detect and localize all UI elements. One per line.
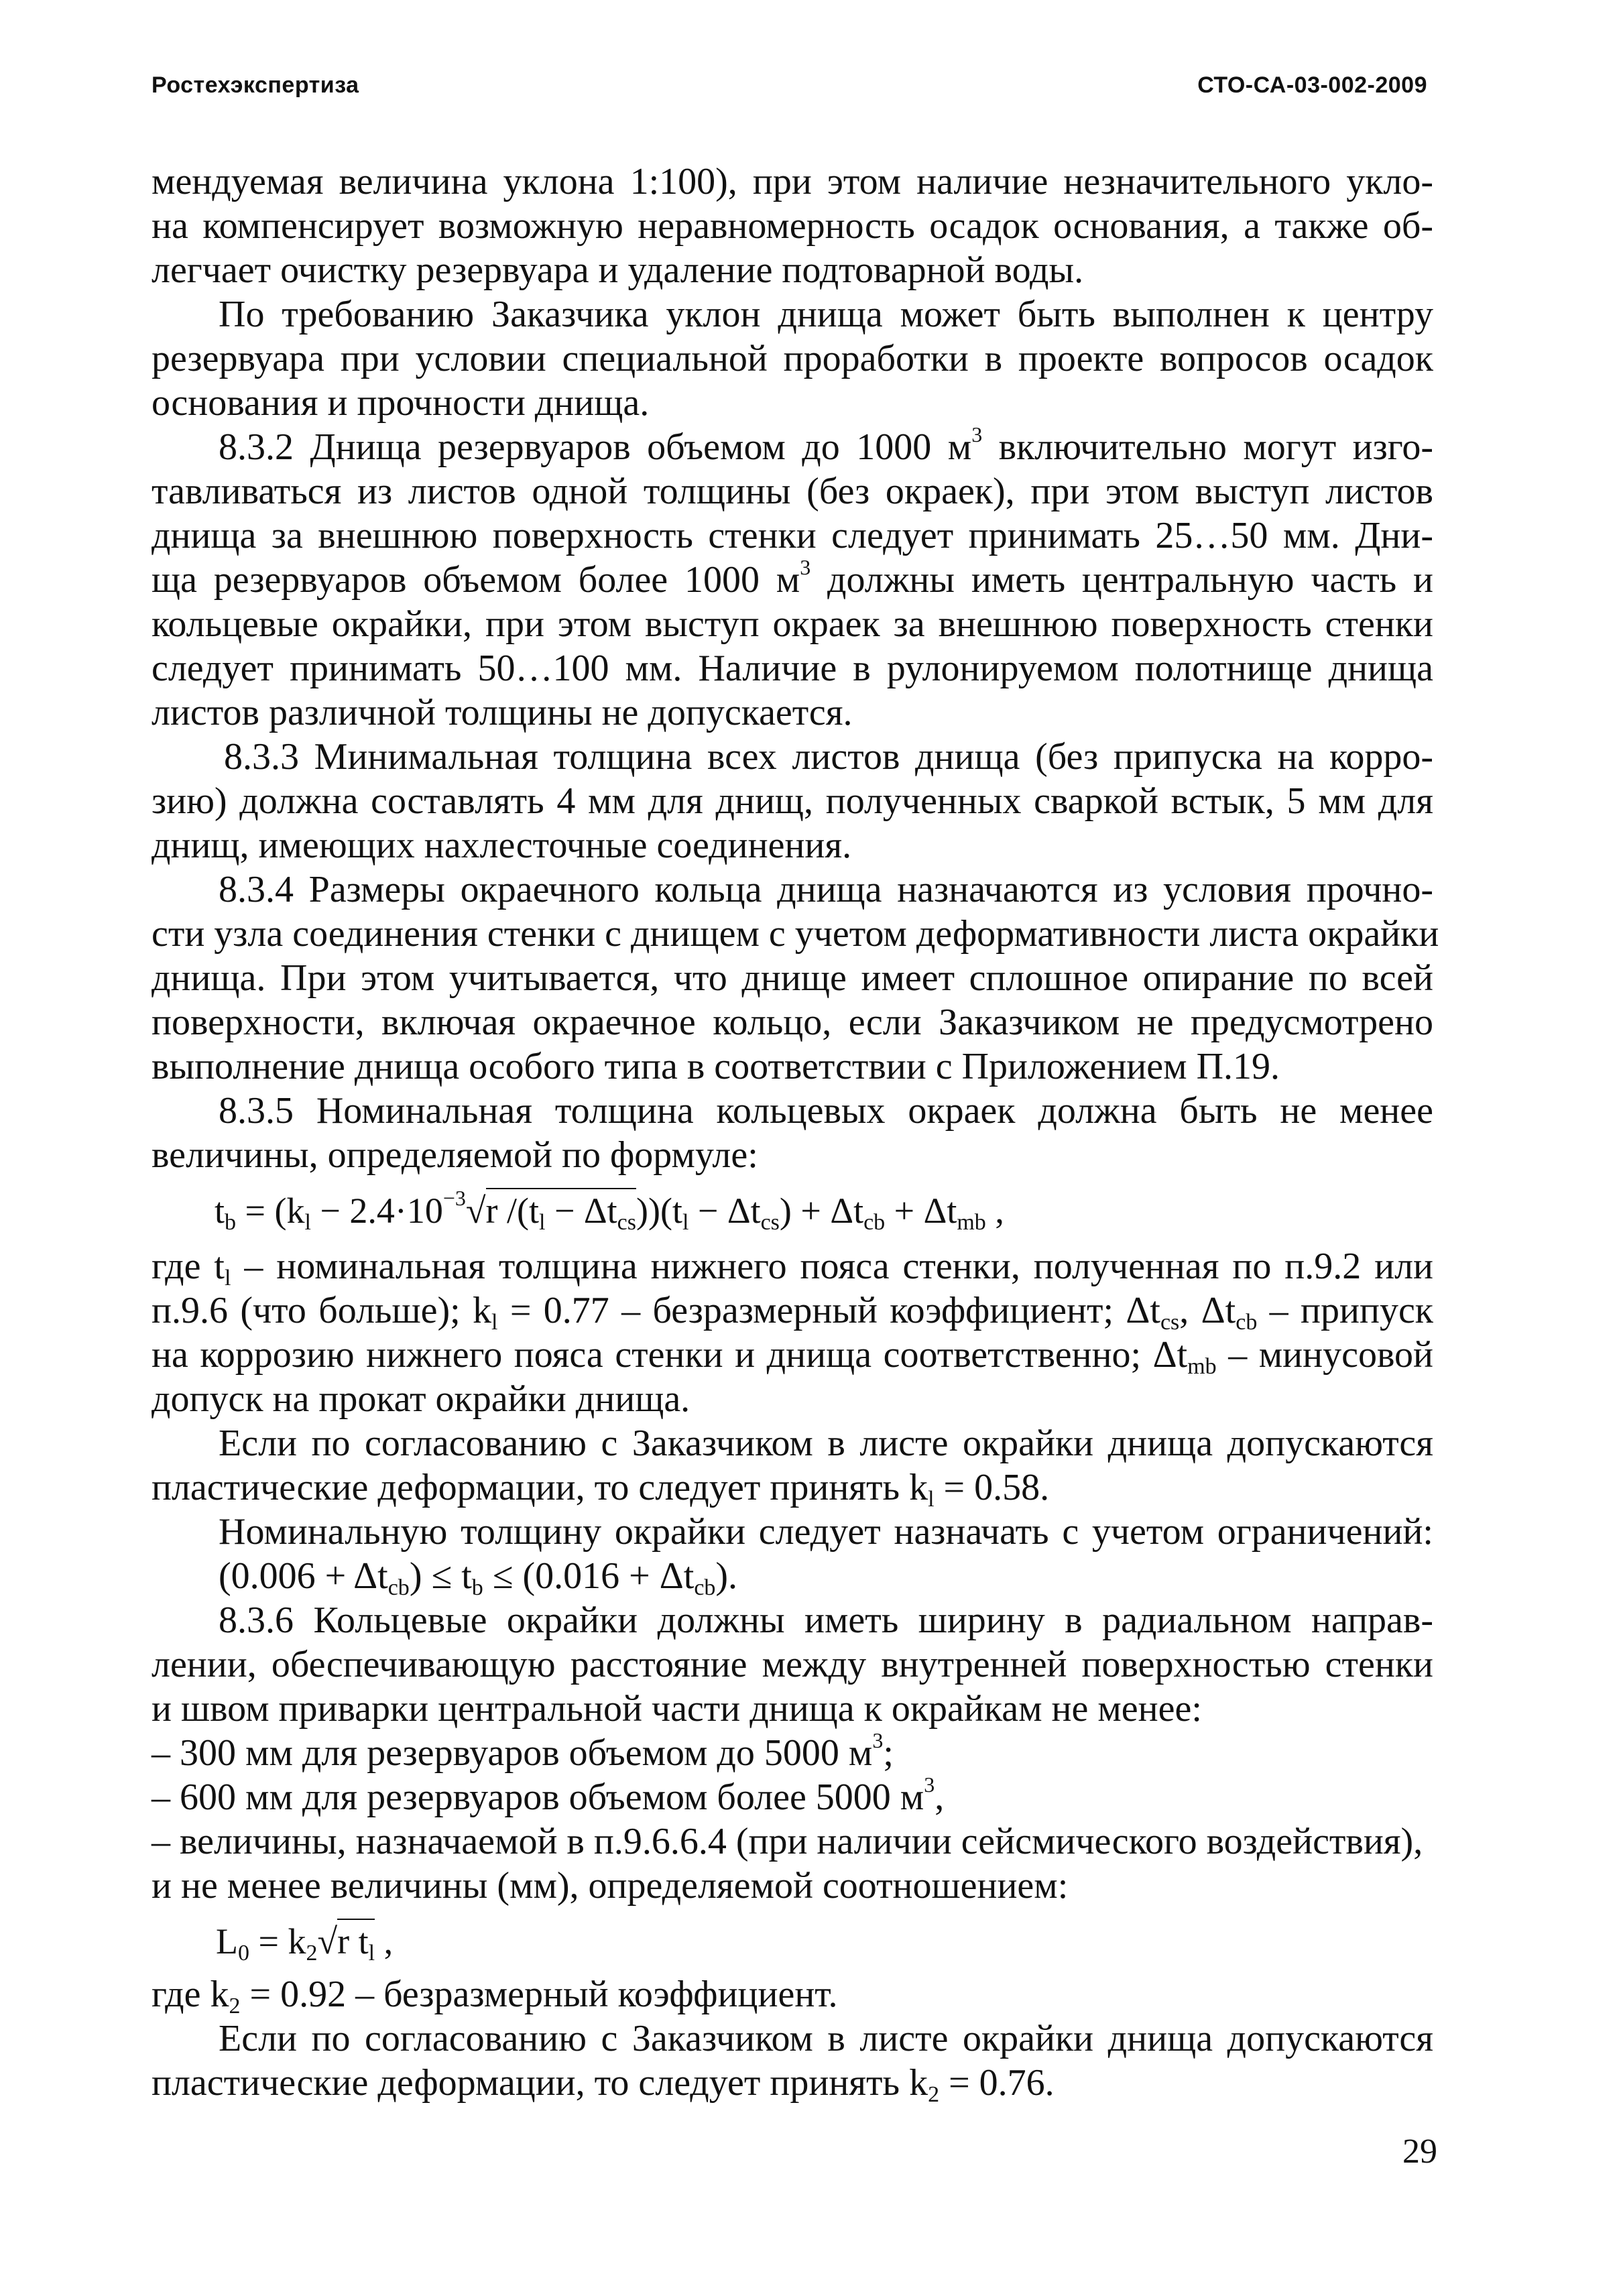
text-line: – 600 мм для резервуаров объемом более 5000 $м^3$, <box>152 1772 945 1818</box>
text-line: лении, обеспечивающую расстояние между внутренней поверхностью стенки <box>152 1644 1433 1685</box>
text-line: поверхности, включая окраечное кольцо, если Заказчиком не предусмотрено <box>152 1002 1433 1043</box>
text-line: 8.3.4 Размеры окраечного кольца днища назначаются из условия прочно- <box>219 869 1433 910</box>
text-line: где $t_l$ – номинальная толщина нижнего пояса стенки, полученная по п.9.2 или <box>152 1246 1433 1290</box>
text-line: листов различной толщины не допускается. <box>152 692 853 733</box>
text-line: резервуара при условии специальной проработки в проекте вопросов осадок <box>152 338 1433 379</box>
header-org: Ростехэкспертиза <box>152 72 359 98</box>
sqrt-sign: √ <box>465 1191 486 1231</box>
text-line: и не менее величины (мм), определяемой соотношением: <box>152 1865 1069 1907</box>
text-line: 8.3.3 Минимальная толщина всех листов днища (без припуска на корро- <box>224 736 1433 778</box>
text-line: на коррозию нижнего пояса стенки и днища соответственно; $\Delta t_{mb}$ – минусовой <box>152 1334 1433 1379</box>
page-body <box>152 160 1439 2107</box>
radicand: r $t_l$ <box>337 1919 375 1961</box>
text-line: величины, определяемой по формуле: <box>152 1134 758 1176</box>
header-doc-code: СТО-СА-03-002-2009 <box>1197 72 1427 98</box>
text-line: 8.3.6 Кольцевые окрайки должны иметь ширину в радиальном направ- <box>219 1599 1433 1641</box>
sqrt-sign: √ <box>317 1921 338 1961</box>
text-line: $(0.006 + \Delta t_{cb}) \le t_b \le (0.016 + \Delta t_{cb})$. <box>219 1555 738 1600</box>
text-line: тавливаться из листов одной толщины (без окраек), при этом выступ листов <box>152 471 1433 512</box>
text-line: пластические деформации, то следует принять $k_2 = 0.76$. <box>152 2062 1055 2107</box>
text-line: – 300 мм для резервуаров объемом до 5000 $м^3$; <box>152 1728 894 1774</box>
text-line: Номинальную толщину окрайки следует назначать с учетом ограничений: <box>219 1511 1433 1553</box>
text-line: 8.3.2 Днища резервуаров объемом до 1000 $м^3$ включительно могут изго- <box>219 422 1433 468</box>
formula-l0: $L_0 = k_2√r$ $t_l$ , <box>152 1908 1433 1972</box>
text-line: мендуемая величина уклона 1:100), при этом наличие незначительного укло- <box>152 161 1433 202</box>
text-line: – величины, назначаемой в п.9.6.6.4 (при наличии сейсмического воздействия), <box>152 1821 1423 1862</box>
text-line: Если по согласованию с Заказчиком в листе окрайки днища допускаются <box>219 1423 1433 1464</box>
text-line: ща резервуаров объемом более 1000 $м^3$ должны иметь центральную часть и <box>152 555 1433 601</box>
page-number: 29 <box>1402 2132 1437 2171</box>
text-line: пластические деформации, то следует принять $k_l = 0.58$. <box>152 1467 1050 1512</box>
text-line: днищ, имеющих нахлесточные соединения. <box>152 825 852 866</box>
text-line: днища за внешнюю поверхность стенки следует принимать 25…50 мм. Дни- <box>152 515 1433 556</box>
text-line: выполнение днища особого типа в соответствии с Приложением П.19. <box>152 1046 1280 1087</box>
text-line: п.9.6 (что больше); $k_l = 0.77$ – безразмерный коэффициент; $\Delta t_{cs}$, $\Delta t_{cb}$ – припуск <box>152 1290 1434 1335</box>
text-line: кольцевые окрайки, при этом выступ окраек за внешнюю поверхность стенки <box>152 603 1433 645</box>
text-line: По требованию Заказчика уклон днища может быть выполнен к центру <box>219 294 1433 335</box>
text-line: и швом приварки центральной части днища к окрайкам не менее: <box>152 1688 1202 1730</box>
text-line: днища. При этом учитывается, что днище имеет сплошное опирание по всей <box>152 957 1433 999</box>
text-line: где $k_2 = 0.92$ – безразмерный коэффициент. <box>152 1974 838 2018</box>
text-line: сти узла соединения стенки с днищем с учетом деформативности листа окрайки <box>152 913 1439 955</box>
text-line: 8.3.5 Номинальная толщина кольцевых окраек должна быть не менее <box>219 1090 1433 1132</box>
formula-tb: $t_b = (k_l - 2.4\cdot 10^{-3}√r$ $/(t_l - \Delta t_{cs}))(t_l - \Delta t_{cs}) + \Delta t_{cb} + \Delta t_{mb}$ , <box>215 1186 1004 1235</box>
text-line: зию) должна составлять 4 мм для днищ, полученных сваркой встык, 5 мм для <box>152 780 1433 822</box>
text-line: легчает очистку резервуара и удаление подтоварной воды. <box>152 249 1084 291</box>
text-line: следует принимать 50…100 мм. Наличие в рулонируемом полотнище днища <box>152 648 1433 689</box>
text-line: допуск на прокат окрайки днища. <box>152 1378 690 1420</box>
text-line: основания и прочности днища. <box>152 382 650 424</box>
text-line: на компенсирует возможную неравномерность осадок основания, а также об- <box>152 205 1433 247</box>
radicand: r $/(t_l - \Delta t_{cs}$ <box>486 1188 636 1231</box>
text-line: Если по согласованию с Заказчиком в листе окрайки днища допускаются <box>219 2018 1433 2059</box>
